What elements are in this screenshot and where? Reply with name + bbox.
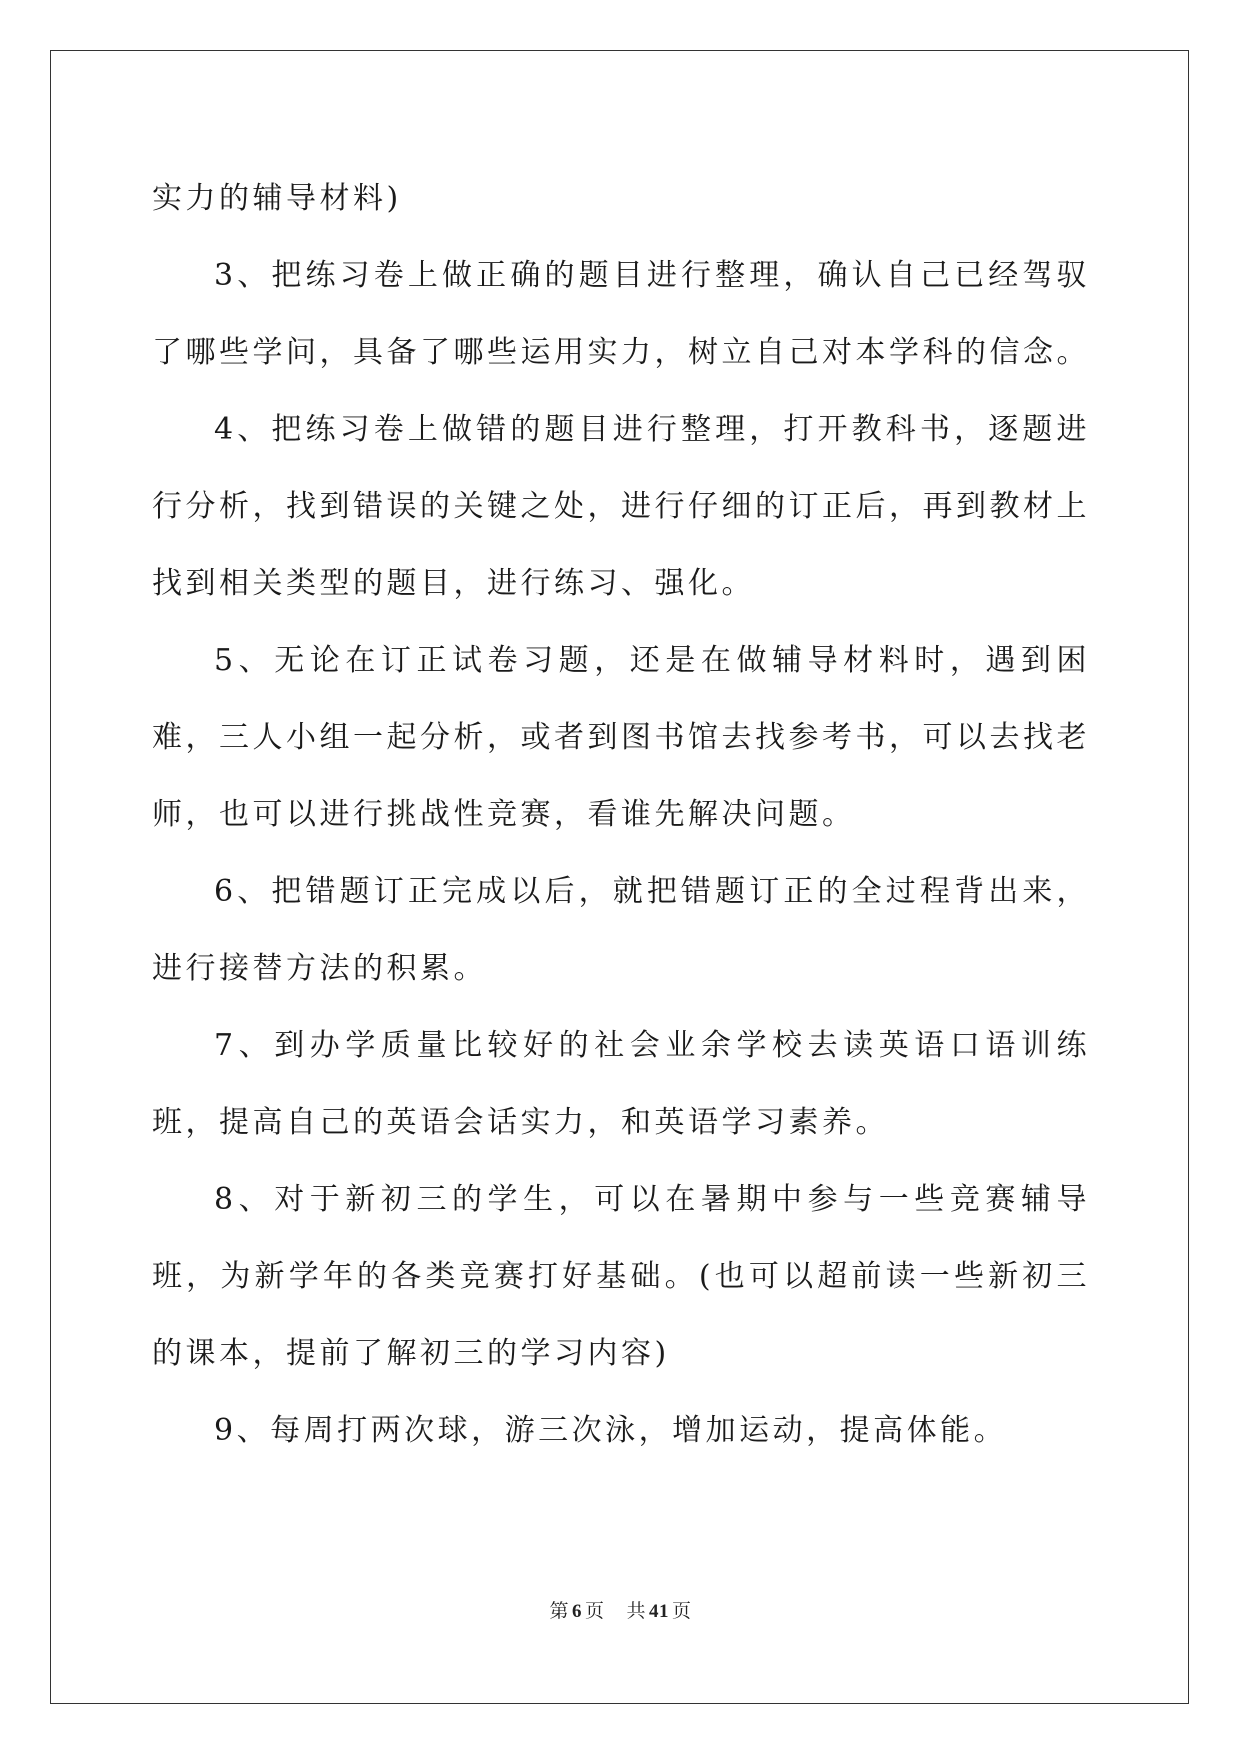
paragraph-item-8: 8、对于新初三的学生，可以在暑期中参与一些竞赛辅导班，为新学年的各类竞赛打好基础。(也可以超前读一些新初三的课本，提前了解初三的学习内容): [152, 1182, 1090, 1371]
paragraph-item-4: 4、把练习卷上做错的题目进行整理，打开教科书，逐题进行分析，找到错误的关键之处，进行仔细的订正后，再到教材上找到相关类型的题目，进行练习、强化。: [152, 412, 1090, 601]
paragraph-item-6: 6、把错题订正完成以后，就把错题订正的全过程背出来，进行接替方法的积累。: [152, 874, 1090, 986]
page-suffix: 页: [584, 1600, 605, 1622]
paragraph-item-9: 9、每周打两次球，游三次泳，增加运动，提高体能。: [214, 1413, 1008, 1448]
paragraph-item-5: 5、无论在订正试卷习题，还是在做辅导材料时，遇到困难，三人小组一起分析，或者到图书馆去找参考书，可以去找老师，也可以进行挑战性竞赛，看谁先解决问题。: [152, 643, 1090, 832]
paragraph-continuation: 实力的辅导材料): [152, 181, 402, 216]
total-pages: 41: [649, 1601, 670, 1622]
page-number: 6: [571, 1601, 582, 1622]
page-prefix: 第: [549, 1600, 569, 1622]
paragraph-item-3: 3、把练习卷上做正确的题目进行整理，确认自己已经驾驭了哪些学问，具备了哪些运用实力，树立自己对本学科的信念。: [152, 258, 1090, 370]
total-suffix: 页: [672, 1600, 692, 1622]
document-body: [152, 160, 1090, 1469]
page-footer: [0, 1596, 1241, 1623]
paragraph-item-7: 7、到办学质量比较好的社会业余学校去读英语口语训练班，提高自己的英语会话实力，和英语学习素养。: [152, 1028, 1090, 1140]
total-prefix: 共: [626, 1600, 647, 1622]
